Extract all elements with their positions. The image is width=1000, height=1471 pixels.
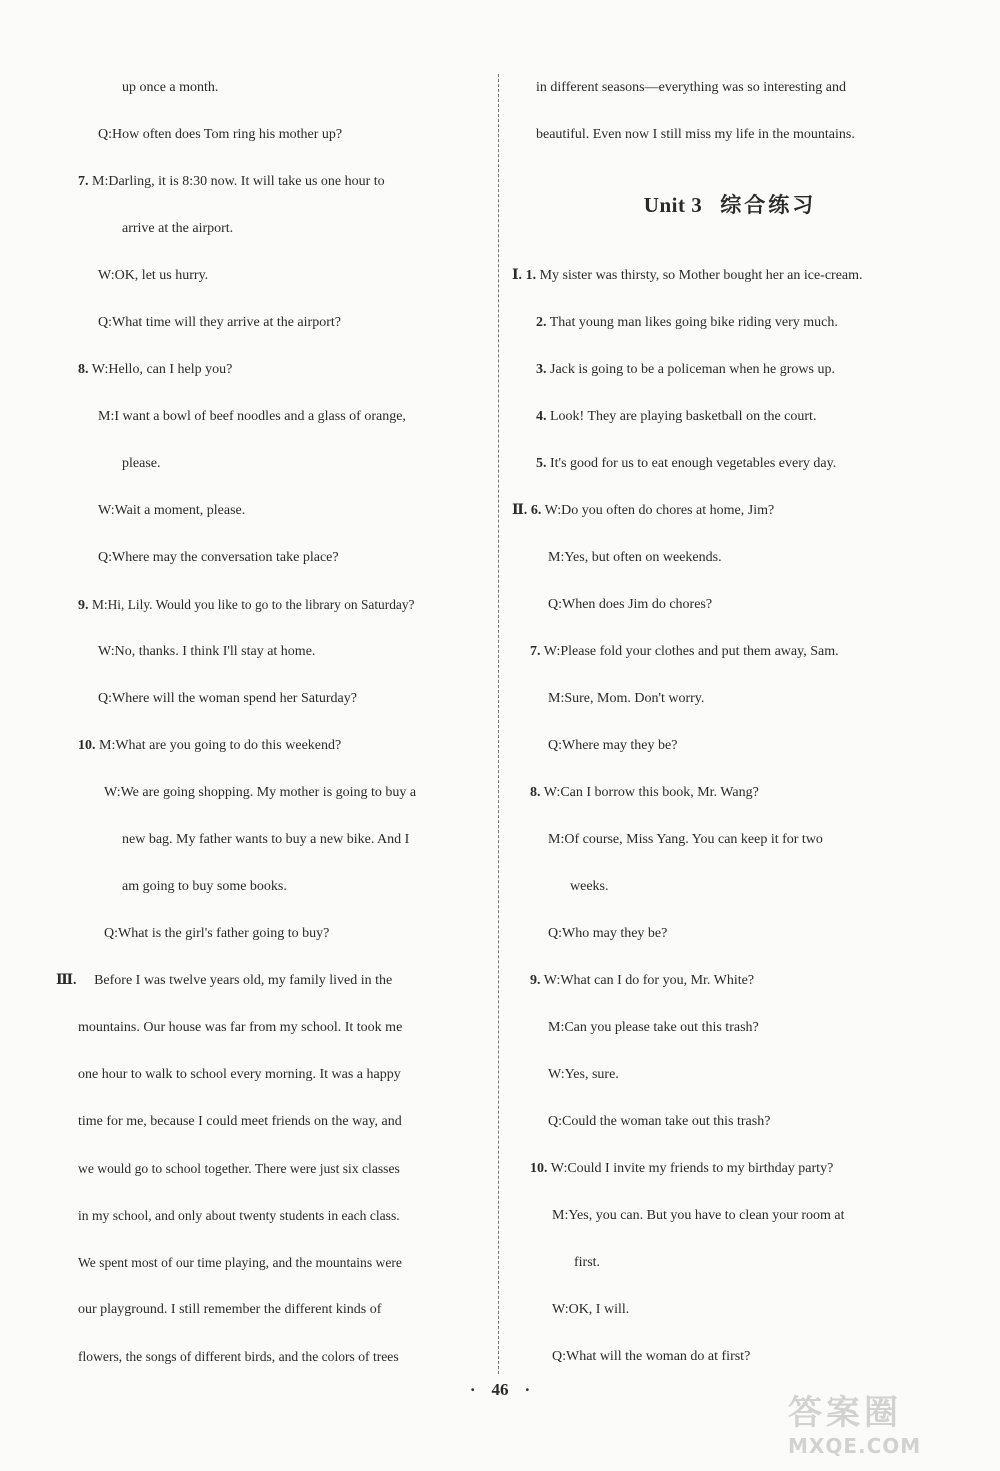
text-line: W:OK, I will. [552, 1302, 630, 1317]
text-line: M:Can you please take out this trash? [548, 1020, 759, 1035]
section-number: Ⅲ. [56, 973, 77, 988]
text-line: we would go to school together. There were just six classes [78, 1161, 400, 1176]
text-line: W:Can I borrow this book, Mr. Wang? [543, 785, 759, 800]
question-number: 5. [536, 456, 547, 471]
question-number: 7. [530, 644, 541, 659]
text-line: W:OK, let us hurry. [98, 268, 209, 283]
question-number: 8. [78, 362, 89, 377]
text-line: in different seasons—everything was so interesting and [536, 80, 847, 95]
question-number: 9. [530, 973, 541, 988]
text-line: Q:What time will they arrive at the airport? [98, 315, 341, 330]
text-line: time for me, because I could meet friends on the way, and [78, 1114, 402, 1129]
section-number: Ⅰ. [512, 268, 523, 283]
section-1-item-4 [512, 393, 948, 440]
text-line: Jack is going to be a policeman when he grows up. [550, 362, 835, 377]
unit-title-en: Unit 3 [643, 193, 703, 217]
text-line: one hour to walk to school every morning. It was a happy [78, 1067, 401, 1082]
text-line: My sister was thirsty, so Mother bought her an ice-cream. [539, 268, 863, 283]
question-number: 7. [78, 174, 89, 189]
text-line: M:Hi, Lily. Would you like to go to the library on Saturday? [92, 597, 415, 612]
text-line: That young man likes going bike riding very much. [549, 315, 838, 330]
text-line: Q:Could the woman take out this trash? [548, 1114, 771, 1129]
text-line: M:What are you going to do this weekend? [99, 738, 342, 753]
text-line: our playground. I still remember the different kinds of [78, 1302, 382, 1317]
question-number: 3. [536, 362, 547, 377]
text-line: Before I was twelve years old, my family lived in the [94, 973, 393, 988]
text-line: W:Wait a moment, please. [98, 503, 246, 518]
question-number: 10. [530, 1161, 548, 1176]
unit-title-zh: 综合练习 [720, 193, 817, 217]
question-number: 1. [525, 268, 537, 283]
question-number: 8. [530, 785, 541, 800]
text-line: W:Could I invite my friends to my birthday party? [550, 1161, 834, 1176]
text-line: beautiful. Even now I still miss my life in the mountains. [536, 127, 855, 142]
text-line: It's good for us to eat enough vegetables every day. [550, 456, 837, 471]
text-line: W:No, thanks. I think I'll stay at home. [98, 644, 316, 659]
question-8 [78, 346, 492, 393]
column-divider [498, 74, 499, 1374]
text-line: in my school, and only about twenty students in each class. [78, 1208, 400, 1223]
question-number: 10. [78, 738, 96, 753]
watermark-logo [788, 1385, 988, 1463]
text-line: M:Sure, Mom. Don't worry. [548, 691, 705, 706]
text-line: W:We are going shopping. My mother is going to buy a [104, 785, 417, 800]
question-number: 9. [78, 598, 89, 613]
question-9 [512, 957, 948, 1004]
text-line: Q:What will the woman do at first? [552, 1349, 751, 1364]
text-line: We spent most of our time playing, and the mountains were [78, 1255, 402, 1270]
question-8 [512, 769, 948, 816]
question-7 [512, 628, 948, 675]
question-number: 4. [536, 409, 547, 424]
page-number-value: 46 [491, 1380, 509, 1399]
unit-title [512, 158, 948, 252]
text-line: Q:When does Jim do chores? [548, 597, 713, 612]
section-2-item-6 [512, 487, 948, 534]
section-1-item-2 [512, 299, 948, 346]
text-line: M:Yes, you can. But you have to clean your room at [552, 1208, 845, 1223]
text-line: Q:How often does Tom ring his mother up? [98, 127, 343, 142]
text-line: M:Darling, it is 8:30 now. It will take us one hour to [92, 174, 385, 189]
section-1-item-1 [512, 252, 948, 299]
text-line: W:Do you often do chores at home, Jim? [544, 503, 775, 518]
text-line: W:What can I do for you, Mr. White? [543, 973, 755, 988]
question-10 [512, 1145, 948, 1192]
watermark-text-url: MXQE.COM [788, 1434, 922, 1458]
text-line: new bag. My father wants to buy a new bike. And I [122, 832, 410, 847]
question-7 [78, 158, 492, 205]
section-3-start [56, 957, 492, 1004]
text-line: arrive at the airport. [122, 221, 234, 236]
left-column [56, 64, 492, 1380]
question-number: 2. [536, 315, 547, 330]
text-line: Q:Where may the conversation take place? [98, 550, 339, 565]
text-line: first. [574, 1255, 601, 1270]
right-column [512, 64, 948, 1380]
text-line: up once a month. [122, 80, 219, 95]
text-line: Q:Where may they be? [548, 738, 678, 753]
watermark-text-zh: 答案圈 [788, 1393, 902, 1433]
text-line: M:Of course, Miss Yang. You can keep it for two [548, 832, 823, 847]
text-line: Q:What is the girl's father going to buy? [104, 926, 330, 941]
text-line: am going to buy some books. [122, 879, 287, 894]
section-number: Ⅱ. [512, 503, 528, 518]
text-line: Q:Where will the woman spend her Saturday? [98, 691, 357, 706]
text-line: M:I want a bowl of beef noodles and a glass of orange, [98, 409, 406, 424]
page-number-dot: · [524, 1380, 531, 1399]
text-line: please. [122, 456, 161, 471]
page-number-dot: · [469, 1380, 476, 1399]
text-line: M:Yes, but often on weekends. [548, 550, 722, 565]
text-line: W:Hello, can I help you? [91, 362, 233, 377]
text-line: W:Please fold your clothes and put them away, Sam. [543, 644, 839, 659]
question-number: 6. [530, 503, 542, 518]
section-1-item-5 [512, 440, 948, 487]
question-9 [78, 581, 492, 628]
text-line: W:Yes, sure. [548, 1067, 619, 1082]
text-line: mountains. Our house was far from my school. It took me [78, 1020, 403, 1035]
text-line: Q:Who may they be? [548, 926, 668, 941]
section-1-item-3 [512, 346, 948, 393]
question-10 [78, 722, 492, 769]
text-line: weeks. [570, 879, 609, 894]
text-line: Look! They are playing basketball on the court. [550, 409, 817, 424]
text-line: flowers, the songs of different birds, and the colors of trees [78, 1349, 399, 1364]
